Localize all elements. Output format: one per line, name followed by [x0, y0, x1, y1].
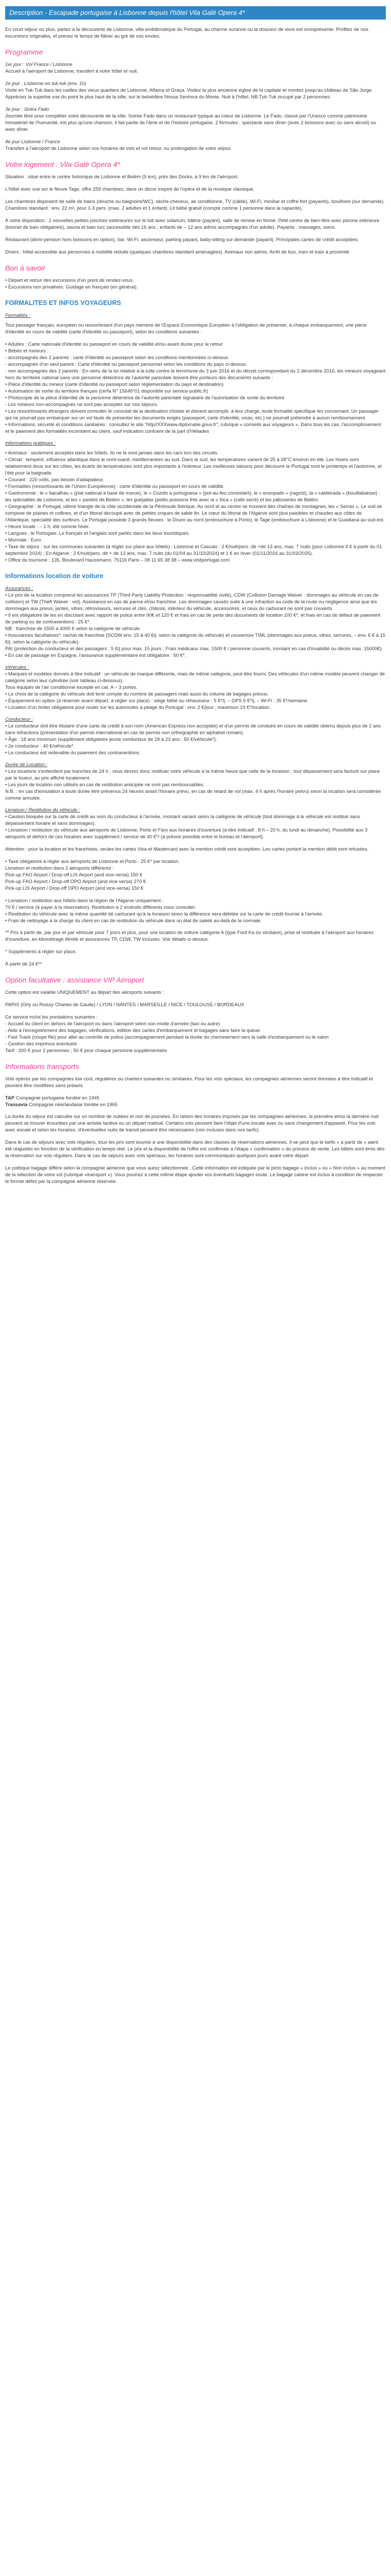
hotel-rooms: Les chambres disposent de salle de bains (douche ou baignoire/WC), sèche-cheveux, air conditionné, TV (câble), Wi-Fi, minibar et coffre-fort (payants), bouilloire (sur demande). Chambres standard : env. 22 m², pour 1-3 pers. (max. 2 adultes et 1 enfant). Lit bébé gratuit (compte comme 1 personne dans la capacité).: [5, 198, 385, 211]
list-item: • Il est obligatoire de les en discutant avec rapport de police entre 90€ et 120 € et frais en cas de perte des documents de location 100 €*, et frais en cas de défaut de paiement de parking ou de contraventions : 25 €*.: [5, 612, 381, 624]
vehicules-list: [5, 670, 386, 710]
bon-a-savoir-list: [5, 277, 386, 290]
list-item: • Heure locale : – 1 h, été comme hiver.: [5, 523, 90, 529]
list-item: • Monnaie : Euro.: [5, 537, 43, 543]
hotel-facilities: À votre disposition : 2 nouvelles petites piscines extérieures sur le toit avec solarium, bâtiné (payant), salle de remise en forme. Petit centre de bien-être avec piscine intérieure (bonnet de bain obligatoire), sauna et bain turc (accessible dès 16 ans ; enfants de – 12 ans admis accompagnés d'un adulte). Payants : massages, soins.: [5, 217, 380, 230]
day-2: [5, 80, 386, 100]
formalites-list: [5, 341, 386, 434]
formalites-label: Formalités :: [5, 312, 30, 318]
page: [0, 0, 391, 1197]
hotel-restaurant: Restaurant (demi-pension hors boissons en option), bar. Wi-Fi, ascenseur, parking payant, baby-sitting sur demande (payant). Principales cartes de crédit acceptées.: [5, 236, 359, 242]
day-3: [5, 106, 386, 132]
company-item: [5, 1094, 386, 1101]
list-item: • Marques et modèles donnés à titre indicatif : un véhicule de marque différente, mais de même catégorie, peut être fourni. Des véhicules d'un même modèle peuvent changer de catégorie selon leur cylindrée (voir tableau ci-dessous).: [5, 671, 385, 683]
list-item: • Les ressortissants étrangers doivent consulter le consulat de la destination choisie et doivent accomplir, à leur charge, toute formalité spécifique les concernant. Un passager qui ne pourrait pas embarquer sur un vol faute de présenter les documents exigés (passeport, carte d'identité, visas, etc.) ne pourrait prétendre à aucun remboursement.: [5, 408, 379, 420]
hotel-title: Votre logement : Vila Galé Opera 4*: [5, 160, 120, 168]
list-item: - Fast Track (coupe file) pour aller au contrôle de police (accompagnement pendant la durée du cheminement vers la salle d'embarquement ou le salon: [5, 1034, 329, 1040]
list-item: Tous équipés de l'air conditionné excepté en cat. A – 3 portes.: [5, 684, 138, 690]
transports-title: Informations transports: [5, 1062, 79, 1071]
option-airports: PARIS (Orly ou Roissy Charles de Gaulle) / LYON / NANTES / MARSEILLE / NICE / TOULOUSE / BORDEAUX: [5, 1002, 245, 1007]
day-text: Transfert à l'aéroport de Lisbonne selon vos horaires de vols et vol retour, ou prolongation de votre séjour.: [5, 145, 232, 151]
company-name: Transavia: [5, 1101, 28, 1107]
list-item: • Taxe obligatoire à régler aux aéroports de Lisbonne et Porto : 25 €* par location.: [5, 858, 180, 864]
conducteur-label: Conducteur :: [5, 716, 33, 722]
list-item: Attention : pour la location et les franchises, seules les cartes Visa et Mastercard avec la mention crédit sont acceptées. Les cartes portant la mention débit sont refusées.: [5, 846, 369, 852]
list-item: - Accueil du client en dehors de l'aéroport ou dans l'aéroport selon son mode d'arrivée (taxi ou autre): [5, 1021, 220, 1026]
location-title: Informations location de voiture: [5, 572, 104, 580]
location-price-from: À partir de 24 €**: [5, 961, 42, 967]
transports-baggage: Le politique bagage diffère selon la compagnie aérienne que vous aurez sélectionnée . Cette information est indiquée par le picto bagage « Inclus » ou « Non inclus » au moment de la sélection de votre vol (rubrique «transport »). Vous pourrez à cette même étape ajouter vos éventuels bagages soute. Le bagage cabine est inclus à condition de respecter le format défini par la compagnie aérienne réservée.: [5, 1165, 385, 1184]
day-1: [5, 61, 386, 74]
list-item: N.B. : en cas d'annulation à toute durée être prévenus 24 heures avant l'horaire prévu, en cas de retard de vol (max. 4 h après l'horaire prévu) sinon la location sera considérée comme annulée.: [5, 788, 381, 801]
list-item: • Excursions non privatives. Guidage en français (en général).: [5, 284, 138, 290]
list-item: • Les jours de location non utilisés en cas de restitution anticipée ne sont pas remboursables.: [5, 782, 205, 787]
intro-text: En court séjour ou plus, partez à la découverte de Lisbonne, ville emblématique du Portugal, au charme suranné ou la douceur de vivre est omniprésente. Profitez de nos excursions originales, et prenez le temps de flâner au gré de vos envies.: [5, 26, 369, 39]
list-item: - accompagnés des 2 parents : carte d'identité ou passeport selon les conditions mentionnées ci-dessus.: [5, 354, 230, 360]
list-item: • Autorisation de sortie du territoire français (cerfa N° 15646*01 disponible sur service-public.fr): [5, 388, 208, 394]
list-item: • Départ et retour des excursions d'un point de rendez-vous.: [5, 277, 134, 283]
list-item: Pick-up FAO Airport / Drop-off LIS Airport (and vice-versa) 150 €: [5, 872, 143, 877]
infos-list: [5, 449, 386, 563]
list-item: • Âge : 18 ans minimum (supplément obligatoire jeune conducteur de 18 à 23 ans : 50 €/véhicule*).: [5, 736, 217, 742]
list-item: • Adultes : Carte nationale d'identité ou passeport en cours de validité et/ou avant durée pour le retour: [5, 341, 223, 347]
list-item: • Frais de nettoyage à la charge du client en cas de restitution du véhicule dans un état de saleté au-delà de la normale.: [5, 918, 262, 923]
list-item: • Photocopie de la pièce d'identité de la personne détentrice de l'autorité parentale signataire de l'autorisation de sortie du territoire: [5, 395, 285, 400]
company-name: TAP: [5, 1095, 15, 1100]
hotel-desc: L'hôtel avec vue sur le fleuve Tage, offre 259 chambres, dans un décor inspiré de l'opéra et de la musique classique.: [5, 186, 255, 192]
list-item: • Gastronomie : le « bacalhau » (plat national à base de morue), le « Cozido a portuguesa » (pot-au-feu consistant), le « ensopado » (ragoût), la « caldeirada » (bouillabaisse) : les spécialités de Lisbonne, et les « pastéis de Belém », les guéjadas (petits poissons frits avec la « bica » (café serré) et les pâtisseries de Belém.: [5, 490, 380, 502]
option-includes: Ce service inclut les prestations suivantes :: [5, 1014, 98, 1020]
list-item: • Langues : le Portugais. Le français et l'anglais sont parlés dans les lieux touristiques.: [5, 530, 190, 536]
list-item: • Location d'un boiter obligatoire pour rouler sur les autoroutes à péage du Portugal : env. 2 €/jour ; maximum 19 €*/location.: [5, 704, 271, 710]
list-item: 70 € / service (à payer à la réservation). Restitution à 2 endroits différents nous consulter.: [5, 904, 197, 910]
list-item: • Informations, sécurité et conditions sanitaires : consultez le site "http//XXXwww.diplomatie.gouv.fr", rubrique « conseils aux voyageurs ». Dans tous les cas, l'accomplissement et le paiement des formalités incombent au client, sauf indication contraire de la part d'Héliades: [5, 421, 381, 434]
option-validity: Cette option est valable UNIQUEMENT au départ des aéroports suivants :: [5, 989, 164, 995]
day-title: 2e jour : Lisbonne en tuk-tuk (env. 1h): [5, 80, 87, 86]
list-item: • Bébés et mineurs :: [5, 348, 49, 353]
list-item: • Le conducteur est redevable du paiement des contraventions.: [5, 750, 141, 755]
transports-regular: Dans le cas de séjours avec vols réguliers, tous les prix sont soumis à une disponibilité dans des classes de réservations aériennes. Il se peut que le tarifs « à partir de » aient été réajustés en fonction de la vérification en temps réel. Le prix et la disponibilité de l'offre est confirmée à l'étape « confirmation » du process de vente. Les billets sont émis dès la réservation sur vols réguliers. Dans le cas de séjours avec vols spéciaux, les horaires sont communiqués quelques jours avant votre départ.: [5, 1139, 385, 1158]
list-item: • Office du tourisme : 135, Boulevard Haussmann, 75116 Paris – 08 11 65 38 38 – www.visitportugal.com: [5, 557, 230, 563]
list-item: • Climat : tempéré, influence atlantique dans le nord-ouest, méditerranéen au sud. Dans le sud, les températures varient de 25 à 28°C environ en été. Les hivers sont relativement doux sur les côtes, les écarts de températures sont plus importants à l'intérieur. Les meilleures saisons pour découvrir le Portugal sont le printemps et l'automne, et l'été pour la baignade.: [5, 456, 382, 476]
list-item: - Gestion des imprévus éventuels: [5, 1041, 77, 1046]
programme-title: Programme: [5, 48, 43, 56]
option-list: [5, 1020, 386, 1054]
list-item: • Courant : 220 volts, pas besoin d'adaptateur.: [5, 477, 104, 482]
list-item: - accompagnés d'un seul parent : Carte d'identité ou passeport personnel selon les conditions du pays ci-dessus.: [5, 361, 247, 367]
transports-duration: La durée du séjour est calculée sur un nombre de nuitées et non de journées. En raison des horaires imposés par les compagnies aériennes, la première et/ou la dernière nuit peuvent se trouver écourtées par une arrivée tardive ou un départ matinal. Certains vols peuvent faire l'objet d'une escale avec ou sans changement d'appareil. Pour les vols avec escale et selon les horaires, d'éventuelles nuits de transit peuvent être nécessaires (non incluses dans nos tarifs).: [5, 1113, 379, 1132]
duree-list: [5, 768, 386, 801]
day-4: [5, 138, 386, 151]
conducteur-list: [5, 722, 386, 756]
page-banner: Description - Escapade portugaise à Lisbonne depuis l'hôtel Vila Galé Opera 4*: [5, 6, 386, 20]
list-item: • Géographie : le Portugal, ultime triangle de la côte occidentale de la Péninsule Ibérique. Au nord et au centre se trouvent des chaînes de montagnes, les « Serras », Le sud se compose de plaines et collines, et d'un littoral découpé avec de petites criques de sable fin. Le cœur du littoral de l'Algarve sont plus paisibles et chaudes aux côtes de l'Atlantique, spécialité des surfeurs. Le Portugal possède 3 grands fleuves : le Douro au nord (embouchure à Porto), le Tage (embouchure à Lisbonne) et le Guadiana au sud-est.: [5, 503, 385, 522]
list-item: • Formalités (ressortissants de l'Union Européenne) : carte d'identité ou passeport en cours de validité.: [5, 483, 225, 489]
day-title: 4e jour Lisbonne / France: [5, 139, 60, 144]
list-item: Tarif : 200 € pour 2 personnes ; 50 € pour chaque personne supplémentaire: [5, 1047, 167, 1053]
duree-label: Durée de Location :: [5, 761, 47, 767]
companies-list: [5, 1094, 386, 1108]
option-title: Option facultative : assistance VIP Aéroport: [5, 976, 144, 984]
list-item: • Assurances facultatives*: rachat de franchise (SCDW env. 15 à 40 €/j. selon la catégorie du véhicule) et couverture TIML (dommages aux pneus, vitres, serrures, – env. 6 € à 15 €/j. selon la catégorie du véhicule).: [5, 632, 386, 645]
day-title: 3e jour : Sintra Fado: [5, 106, 49, 112]
list-item: • Équipement en option (à réserver avant départ, à régler sur place) : siège bébé ou réhausseur : 5 €*/j. – GPS 5 €*/j. – Wi-Fi : 35 €*/semaine.: [5, 698, 308, 703]
livraison-list: [5, 813, 386, 924]
list-item: Pick-up LIS Airport / Drop-off OPO Airport (and vice-versa) 150 €: [5, 885, 144, 891]
list-item: - non accompagnés des 2 parents : En vertu de la loi relative à la lutte contre le terrorisme du 3 juin 2016 et du décret correspondant du 2 décembre 2016, les mineurs voyageant hors du territoire national sans une personne détentrice de l'autorité parentale doivent être porteurs des documents suivants :: [5, 368, 386, 380]
list-item: • Livraison / restitution aux hôtels dans la région de l'Algarve uniquement :: [5, 897, 164, 903]
list-item: • Le conducteur doit être titulaire d'une carte de crédit à son nom (American Express non acceptée) et d'un permis de conduire en cours de validité obtenu depuis plus de 2 ans sans infractions (présentation d'un permis international en cas de permis non orthographié en alphabet romain).: [5, 723, 381, 735]
list-item: • Caution bloquée sur la carte de crédit au nom du conducteur à l'arrivée, montant variant selon la catégorie de véhicule (tout dommage à le véhicule est restitué sans dépassement horaire et sans dommages).: [5, 814, 360, 826]
company-item: [5, 1101, 386, 1108]
hotel-situation: Situation : situé entre le centre historique de Lisbonne et Belém (5 km), près des Docks, à 9 km de l'aéroport.: [5, 174, 239, 179]
list-item: • Restitution du véhicule avec la même quantité de carburant qu'à la livraison sinon la différence sera débitée sur la carte de crédit fournie à l'arrivée.: [5, 911, 323, 917]
list-item: • Pièce d'identité du mineur (carte d'identité ou passeport selon réglementation du pays et destination): [5, 381, 224, 387]
hotel-misc: Divers : hôtel accessible aux personnes à mobilité réduite (quelques chambres standard aménagées). Animaux non admis. Arrêt de bus, tram et train à proximité.: [5, 249, 351, 255]
assurances-list: [5, 591, 386, 658]
transports-intro: Vols opérés par les compagnies low cost, régulières ou charters suivantes ou similaires. Pour les vols spéciaux, les compagnies aériennes seront données à titre indicatif et peuvent être modifiées sans préavis.: [5, 1076, 373, 1088]
formalites-title: FORMALITES ET INFOS VOYAGEURS: [5, 299, 121, 307]
bon-a-savoir-title: Bon à savoir: [5, 264, 45, 272]
day-text: Accueil à l'aéroport de Lisbonne, transfert à votre hôtel et nuit.: [5, 68, 138, 74]
day-text: Journée libre pour compléter votre découverte de la ville. Soirée Fado dans un restaurant typique au coeur de Lisbonne. Le Fado, classé par l'Unesco comme patrimoine immatériel de l'humanité, est plus qu'une chanson, il fait partie de l'âme et de l'histoire portugaise. 2 formules : spectacle sans dîner (avec 2 boissons avec ou sans alcool) ou avec dîner.: [5, 113, 377, 132]
location-note-supplements: * Suppléments à régler sur place.: [5, 948, 77, 954]
assurances-label: Assurances :: [5, 585, 34, 591]
list-item: PAI (protection du conducteur et des passagers : 5 €/j pour max. 15 jours ; Frais médicaux max. 1500 € / personne couverts, montant en cas d'invalidité ou décès max. 15000€).: [5, 646, 383, 651]
list-item: - Les mineurs non-accompagnés ne sont pas acceptés sur nos séjours.: [5, 401, 158, 407]
list-item: - Aide à l'enregistrement des bagages, vérifications, édition des cartes d'embarquement et bagages sans faire la queue: [5, 1027, 260, 1033]
vehicules-label: Véhicules :: [5, 664, 29, 670]
list-item: • 2e conducteur : 40 €/véhicule*.: [5, 743, 75, 749]
formalites-intro: Tout passager français, européen ou ressortissant d'un pays membre de l'Espace Economique Européen à l'obligation de présenter, à chaque embarquement, une pièce d'identité en cours de validité (carte d'identité ou passeport), selon les conditions suivantes :: [5, 322, 367, 334]
list-item: Pick-up FAO Airport / Drop-off OPO Airport (and vice-versa) 270 €: [5, 878, 146, 884]
list-item: • Livraison / restitution du véhicule aux aéroports de Lisbonne, Porto et Faro aux horaires d'ouverture (à titre indicatif : 8 h – 20 h, du lundi au dimanche). Possibilité aux 3 aéroports et dehors de ces horaires avec supplément / service de 40 €*/ (à prévoir possible entre le bureau et l'aéroport).: [5, 827, 368, 839]
list-item: • Le prix de la location comprend les assurances TP (Third Party Liability Protection : responsabilité civile), CDW (Collision Damage Waiver : dommages au véhicule en cas de collision) et TW (Theft Waiver : vol). Assistance en cas de panne et/ou franchise. Les dommages causés suite à une infraction au code de la route ou négligence ainsi que les dommages aux pneus, jantes, vitres, rétroviseurs, serrures et clés, châssis, intérieur du véhicule, accessoires, et ceux du carburant ne sont pas couverts.: [5, 592, 379, 611]
list-item: NB : franchise de 1500 à 4000 € selon la catégorie de véhicule.: [5, 625, 141, 631]
list-item: Livraison et restitution dans 2 aéroports différents :: [5, 865, 114, 871]
company-desc: Compagnie portugaise fondée en 1945: [14, 1095, 100, 1100]
company-desc: Compagnie néerlandaise fondée en 1965: [27, 1101, 118, 1107]
list-item: • Taxe de séjour : sur les communes suivantes (à régler sur place aux hôtels) : Lisbonne et Cascais : 2 €/nuit/pers. dè +de 13 ans, max. 7 nuits (pour Lisbonne 4 € à partir du 01 septembre 2024) ; En Algarve : 2 €/nuit/pers. dè + de 13 ans, max. 7 nuits (du 01/04 au 31/10/2024) et 1 € en hiver (01/11/2024 au 31/03/2025).: [5, 544, 382, 556]
location-note-price: ** Prix à partir de, par jour et par véhicule pour 7 jours et plus, pour une location de voiture catégorie A (type Ford Ka ou similaire), prise et restituée à l'aéroport aux horaires d'ouverture, en kilométrage illimité et assurances TP, CDW, TW incluses. Voir détails ci-dessus.: [5, 929, 374, 942]
list-item: • Le choix de la catégorie du véhicule doit tenir compte du nombre de passagers mais aussi du volume de bagages prévus.: [5, 691, 269, 697]
livraison-label: Livraison / Restitution du véhicule :: [5, 807, 80, 812]
list-item: • En cas de passage en Espagne, l'assurance supplémentaire est obligatoire : 50 €*.: [5, 652, 186, 658]
list-item: • Animaux : seulement acceptés dans les hôtels. Ils ne le sont jamais dans les cars lors des circuits.: [5, 450, 219, 455]
list-item: • Les locations s'entendent par tranches de 24 h ; vous devrez donc restituer votre véhicule à la même heure que celle de la livraison ; tout dépassement sera facturé sur place par le loueur, au prix affiché localement.: [5, 768, 380, 781]
day-text: Visite en Tuk-Tuk dans les ruelles des vieux quartiers de Lisbonne, Alfama et Graça. Visitez la plus ancienne église de la capitale et montez jusqu'au château de São Jorge. Appréciez la superbe vue du point le plus haut de la ville, sur le belvédère Nossa Senhora do Monte. Nuit à l'hôtel. NB:Tuk-Tuk occupé par 2 personnes.: [5, 87, 373, 99]
infos-label: Informations pratiques :: [5, 440, 56, 446]
day-title: 1er jour : Vol France / Lisbonne: [5, 61, 73, 67]
programme-days: [5, 61, 386, 151]
